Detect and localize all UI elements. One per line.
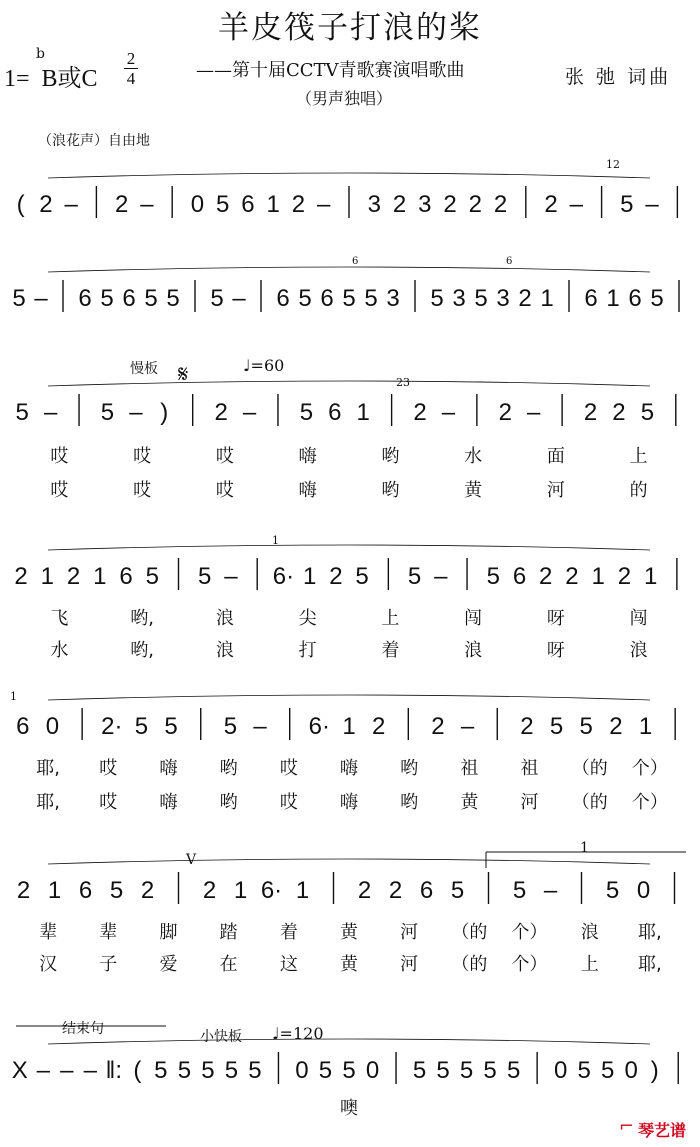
score-note: 6	[241, 191, 255, 218]
ending-phrase-annotation: 结束句	[62, 1021, 104, 1037]
score-note: 2	[565, 563, 579, 590]
score-note: 5	[223, 713, 238, 740]
score-note: 2	[39, 191, 53, 218]
score-note: 2	[612, 399, 626, 426]
score-note: 5	[364, 285, 378, 312]
score-note: 2	[114, 191, 129, 218]
score-note: 5	[144, 285, 158, 312]
score-note: 5	[640, 399, 655, 426]
score-note: 1	[342, 713, 356, 740]
score-note: –	[60, 1057, 74, 1084]
score-note: 2	[583, 399, 598, 426]
score-note: 6	[320, 285, 334, 312]
score-note: –	[83, 1057, 97, 1084]
fast-annotation: 小快板	[200, 1029, 242, 1045]
key-rest: B或C	[41, 66, 98, 92]
tempo-120: ♩=120	[272, 1024, 324, 1043]
lyric-char: 祖	[460, 758, 479, 779]
lyric-char: 着	[381, 640, 400, 661]
score-note: 3	[418, 191, 432, 218]
lyric-char: 噢	[340, 1098, 358, 1119]
score-note: 2	[468, 191, 482, 218]
score-note: 5	[298, 285, 312, 312]
score-note: 6	[122, 285, 136, 312]
score-note: 0	[624, 1057, 638, 1084]
lyric-char: 个）	[511, 954, 548, 975]
score-note: 5	[248, 1057, 262, 1084]
lyric-char: 浪	[215, 608, 234, 629]
score-note: –	[43, 399, 58, 426]
score-note: 2	[520, 713, 534, 740]
score-note: 6·	[308, 713, 331, 740]
lyric-char: 个）	[631, 758, 668, 779]
lyric-char: 在	[219, 954, 238, 975]
score-note: 5	[100, 285, 114, 312]
lyric-char: 河	[400, 954, 419, 975]
lyric-char: 耶,	[36, 792, 60, 813]
lyric-char: 脚	[159, 922, 178, 943]
score-note: (	[133, 1057, 142, 1084]
lyric-char: 尖	[298, 608, 317, 629]
score-note: 6	[276, 285, 290, 312]
score-note: 5	[164, 713, 178, 740]
slur-arc	[48, 859, 650, 864]
score-note: 1	[40, 563, 55, 590]
tuplet-6b: 6	[506, 256, 513, 267]
lyric-char: 哟	[400, 792, 419, 813]
slur-arc	[48, 381, 650, 386]
lyric-char: 哎	[50, 446, 69, 467]
score-note: X	[11, 1057, 28, 1084]
score-note: 0	[365, 1057, 380, 1084]
lyric-char: 这	[279, 954, 298, 975]
lyric-char: 耶,	[36, 758, 60, 779]
slur-arc	[48, 267, 650, 272]
breath-mark: V	[186, 852, 197, 868]
lyric-char: （的	[451, 954, 488, 975]
score-note: –	[253, 713, 267, 740]
score-note: 5	[210, 285, 224, 312]
score-note: 5	[549, 713, 564, 740]
slow-annotation: 慢板	[130, 361, 158, 377]
score-note: 5	[605, 877, 620, 904]
author: 张 弛 词曲	[565, 66, 672, 88]
score-note: (	[16, 191, 25, 218]
lyric-char: 水	[50, 640, 69, 661]
score-title: 羊皮筏子打浪的桨	[218, 10, 482, 46]
score-note: 5	[342, 285, 356, 312]
score-note: 5	[154, 1057, 168, 1084]
lyric-char: 闯	[629, 608, 648, 629]
score-note: 5	[318, 1057, 333, 1084]
score-note: 5	[12, 285, 26, 312]
score-note: 5	[486, 563, 500, 590]
intro-annotation: （浪花声）自由地	[38, 133, 150, 149]
lyric-char: 的	[629, 480, 648, 501]
score-note: 5	[601, 1057, 615, 1084]
score-note: 6	[328, 399, 342, 426]
lyric-char: 哎	[215, 480, 234, 501]
lyric-char: 哎	[279, 792, 298, 813]
score-note: 2	[539, 563, 553, 590]
score-note: ‖:	[105, 1057, 123, 1084]
score-note: –	[140, 191, 154, 218]
score-note: 6·	[272, 563, 295, 590]
lyric-char: 嗨	[159, 758, 178, 779]
score-note: 2	[202, 877, 217, 904]
score-note: –	[645, 191, 659, 218]
lyric-char: 面	[546, 446, 565, 467]
key-prefix: 1=	[4, 66, 30, 92]
lyric-char: 河	[546, 480, 565, 501]
score-note: 5	[483, 1057, 497, 1084]
flat-sign: b	[36, 46, 45, 62]
lyric-char: 辈	[39, 922, 58, 943]
score-note: 5	[201, 1057, 215, 1084]
score-note: 1	[606, 285, 620, 312]
lyric-char: 哎	[50, 480, 69, 501]
score-note: 5	[412, 1057, 427, 1084]
score-note: 2	[329, 563, 343, 590]
lyric-char: 河	[520, 792, 539, 813]
score-note: 6·	[260, 877, 283, 904]
score-note: 2	[14, 563, 28, 590]
meter-bottom: 4	[126, 69, 136, 88]
score-note: 6	[584, 285, 598, 312]
lyric-char: 闯	[464, 608, 483, 629]
score-note: 6	[512, 563, 527, 590]
score-note: 1	[638, 713, 653, 740]
lyric-char: 哎	[279, 758, 298, 779]
score-note: 2	[498, 399, 512, 426]
lyric-char: 哎	[99, 792, 118, 813]
lyric-char: 耶,	[638, 954, 662, 975]
score-note: 5	[579, 713, 593, 740]
lyric-char: 嗨	[340, 792, 358, 813]
score-note: )	[650, 1057, 659, 1084]
lyric-char: 水	[464, 446, 483, 467]
score-note: 5	[109, 877, 124, 904]
lyric-char: 呀	[546, 640, 565, 661]
score-note: 5	[134, 713, 149, 740]
score-note: 1	[302, 563, 317, 590]
score-note: 2	[357, 877, 372, 904]
lyric-char: 着	[279, 922, 298, 943]
score-note: 2	[16, 877, 31, 904]
score-note: 5	[450, 877, 465, 904]
lyric-char: 踏	[219, 922, 238, 943]
score-note: 5	[166, 285, 180, 312]
lyric-char: 黄	[460, 792, 479, 813]
lyric-char: （的	[451, 922, 488, 943]
score-note: –	[34, 285, 48, 312]
lyric-char: 浪	[464, 640, 483, 661]
score-note: 2	[493, 191, 508, 218]
score-note: –	[460, 713, 475, 740]
slur-arc	[48, 1039, 650, 1044]
score-note: 5	[224, 1057, 239, 1084]
score-note: –	[527, 399, 541, 426]
segno-icon: 𝄋	[178, 360, 189, 388]
score-note: 6	[78, 285, 92, 312]
score-note: 5	[577, 1057, 591, 1084]
lyric-char: 哎	[133, 480, 152, 501]
score-note: 5	[216, 191, 230, 218]
score-note: 5	[342, 1057, 356, 1084]
score-note: –	[441, 399, 456, 426]
score-note: –	[224, 563, 238, 590]
score-note: 6	[78, 877, 93, 904]
score-note: 5	[198, 563, 212, 590]
tuplet-6a: 6	[352, 256, 359, 267]
score-note: 1	[266, 191, 280, 218]
lyric-char: 汉	[39, 954, 58, 975]
score-note: 5	[459, 1057, 474, 1084]
lyric-char: 上	[580, 954, 599, 975]
score-note: –	[434, 563, 448, 590]
lyric-char: （的	[571, 758, 608, 779]
lyric-char: 哟	[381, 446, 400, 467]
score-note: 1	[540, 285, 554, 312]
logo-icon: ⌐	[618, 1116, 634, 1137]
lyric-char: 飞	[50, 608, 69, 629]
score-note: 0	[190, 191, 205, 218]
score-note: –	[64, 191, 78, 218]
score-note: 5	[620, 191, 634, 218]
score-note: 0	[636, 877, 651, 904]
score-note: 1	[643, 563, 658, 590]
score-note: 5	[650, 285, 664, 312]
lyric-char: 打	[298, 640, 317, 661]
score-note: 2·	[101, 713, 123, 740]
score-note: 5	[474, 285, 488, 312]
lyric-char: 黄	[340, 922, 358, 943]
grace-note-1a: 1	[272, 534, 279, 547]
score-note: 6	[419, 877, 434, 904]
score-note: 3	[367, 191, 381, 218]
lyric-char: 哟	[400, 758, 419, 779]
lyric-char: 河	[400, 922, 419, 943]
lyric-char: （的	[571, 792, 608, 813]
score-note: )	[160, 399, 169, 426]
score-note: 5	[512, 877, 527, 904]
score-note: 3	[386, 285, 400, 312]
score-note: 5	[15, 399, 29, 426]
lyric-char: 哟	[219, 758, 238, 779]
score-note: 5	[145, 563, 159, 590]
slur-arc	[48, 695, 650, 700]
score-note: 2	[291, 191, 306, 218]
slur-arc	[48, 173, 650, 178]
lyric-char: 哟	[219, 792, 238, 813]
lyric-char: 嗨	[159, 792, 178, 813]
brand-logo: 琴艺谱	[637, 1121, 686, 1140]
lyric-char: 浪	[580, 922, 599, 943]
score-note: 0	[295, 1057, 309, 1084]
lyric-char: 个）	[631, 792, 668, 813]
score-note: 5	[407, 563, 422, 590]
score-note: 2	[413, 399, 427, 426]
score-note: –	[543, 877, 558, 904]
score-note: 5	[430, 285, 444, 312]
score-note: 2	[431, 713, 445, 740]
lyric-char: 哟,	[130, 608, 154, 629]
score-note: 2	[392, 191, 407, 218]
lyric-char: 黄	[464, 480, 483, 501]
lyric-char: 上	[629, 446, 648, 467]
lyric-char: 祖	[520, 758, 539, 779]
score-note: 6	[628, 285, 642, 312]
slur-arc	[48, 545, 650, 550]
tempo-60: ♩=60	[243, 356, 285, 375]
grace-note-1b: 1	[10, 690, 17, 703]
grace-notes-23: 23	[396, 376, 410, 389]
lyric-char: 黄	[340, 954, 358, 975]
lyric-char: 辈	[99, 922, 118, 943]
subtitle: ——第十届CCTV青歌赛演唱歌曲	[196, 60, 465, 81]
lyric-char: 呀	[546, 608, 565, 629]
score-note: –	[36, 1057, 50, 1084]
score-note: 5	[436, 1057, 450, 1084]
score-note: 2	[617, 563, 632, 590]
score-note: 0	[553, 1057, 568, 1084]
score-note: 2	[371, 713, 386, 740]
score-note: 6	[119, 563, 133, 590]
singer-note: （男声独唱）	[296, 89, 393, 108]
lyric-char: 子	[99, 954, 118, 975]
score-note: 2	[388, 877, 403, 904]
lyric-char: 嗨	[298, 446, 317, 467]
lyric-char: 爱	[159, 954, 178, 975]
lyric-char: 浪	[629, 640, 648, 661]
score-note: 2	[443, 191, 457, 218]
score-note: 5	[355, 563, 369, 590]
score-note: 1	[47, 877, 62, 904]
score-note: –	[232, 285, 246, 312]
volta-number: 1	[580, 840, 589, 856]
score-note: 5	[177, 1057, 192, 1084]
score-note: 1	[356, 399, 370, 426]
score-note: –	[317, 191, 331, 218]
lyric-char: 哎	[133, 446, 152, 467]
score-note: 3	[496, 285, 510, 312]
score-note: 2	[214, 399, 228, 426]
score-note: 3	[452, 285, 466, 312]
score-note: –	[129, 399, 143, 426]
score-note: 2	[518, 285, 532, 312]
score-note: 6	[16, 713, 30, 740]
score-note: 2	[609, 713, 623, 740]
score-note: 2	[66, 563, 81, 590]
lyric-char: 哟	[381, 480, 400, 501]
lyric-char: 上	[381, 608, 400, 629]
lyric-char: 哎	[99, 758, 118, 779]
score-note: 1	[295, 877, 310, 904]
grace-notes-12: 12	[606, 158, 620, 171]
score-note: 1	[93, 563, 107, 590]
score-note: 2	[140, 877, 155, 904]
score-note: 0	[45, 713, 60, 740]
score-note: –	[569, 191, 584, 218]
score-note: 1	[591, 563, 605, 590]
lyric-char: 浪	[215, 640, 234, 661]
meter-top: 2	[126, 49, 136, 68]
score-note: –	[242, 399, 257, 426]
score-note: 5	[299, 399, 314, 426]
lyric-char: 哟,	[130, 640, 154, 661]
lyric-char: 个）	[511, 922, 548, 943]
score-note: 5	[100, 399, 115, 426]
lyric-char: 哎	[215, 446, 234, 467]
lyric-char: 耶,	[638, 922, 662, 943]
score-note: 1	[233, 877, 248, 904]
score-note: 2	[544, 191, 558, 218]
lyric-char: 嗨	[298, 480, 317, 501]
score-note: 5	[506, 1057, 521, 1084]
lyric-char: 嗨	[340, 758, 358, 779]
